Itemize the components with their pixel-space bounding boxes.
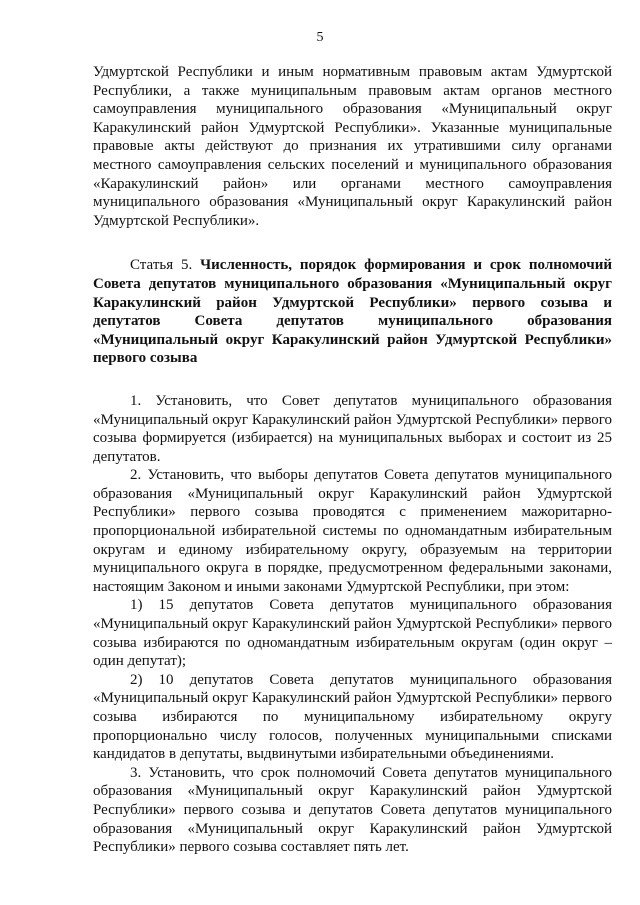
subitem-1: 1) 15 депутатов Совета депутатов муниципального образования «Муниципальный округ Каракулинский район Удмуртской Республики» первого созыва избираются по одномандатным избирательным округам (один округ – один депутат);: [93, 597, 612, 670]
paragraph-3: 3. Установить, что срок полномочий Совета депутатов муниципального образования «Муниципальный округ Каракулинский район Удмуртской Республики» первого созыва и депутатов Совета депутатов муниципального образования «Муниципальный округ Каракулинский район Удмуртской Республики» первого созыва составляет пять лет.: [93, 764, 612, 856]
paragraph-1: 1. Установить, что Совет депутатов муниципального образования «Муниципальный округ Каракулинский район Удмуртской Республики» первого созыва формируется (избирается) на муниципальных выборах и состоит из 25 депутатов.: [93, 392, 612, 465]
page-number: 5: [316, 30, 324, 45]
document-body: [93, 63, 612, 857]
section-spacer: [93, 368, 612, 392]
subitem-2: 2) 10 депутатов Совета депутатов муниципального образования «Муниципальный округ Каракулинский район Удмуртской Республики» первого созыва избираются по муниципальному избирательному округу пропорционально числу голосов, полученных муниципальными списками кандидатов в депутаты, выдвинутыми избирательными объединениями.: [93, 671, 612, 763]
article-label: Статья 5.: [130, 257, 193, 274]
paragraph-2: 2. Установить, что выборы депутатов Совета депутатов муниципального образования «Муниципальный округ Каракулинский район Удмуртской Республики» первого созыва проводятся с применением мажоритарно-пропорциональной избирательной системы по одномандатным избирательным округам и единому избирательному округу, образуемым на территории муниципального округа в порядке, предусмотренном федеральными законами, настоящим Законом и иными законами Удмуртской Республики, при этом:: [93, 467, 612, 595]
article-title: Численность, порядок формирования и срок полномочий Совета депутатов муниципального образования «Муниципальный округ Каракулинский район Удмуртской Республики» первого созыва и депутатов Совета депутатов муниципального образования «Муниципальный округ Каракулинский район Удмуртской Республики» первого созыва: [93, 257, 612, 367]
article-heading: [93, 256, 612, 368]
intro-paragraph: Удмуртской Республики и иным нормативным правовым актам Удмуртской Республики, а также муниципальным правовым актам органов местного самоуправления муниципального образования «Муниципальный округ Каракулинский район Удмуртской Республики». Указанные муниципальные правовые акты действуют до признания их утратившими силу органами местного самоуправления сельских поселений и муниципального образования «Каракулинский район» или органами местного самоуправления муниципального образования «Муниципальный округ Каракулинский район Удмуртской Республики».: [93, 64, 612, 229]
